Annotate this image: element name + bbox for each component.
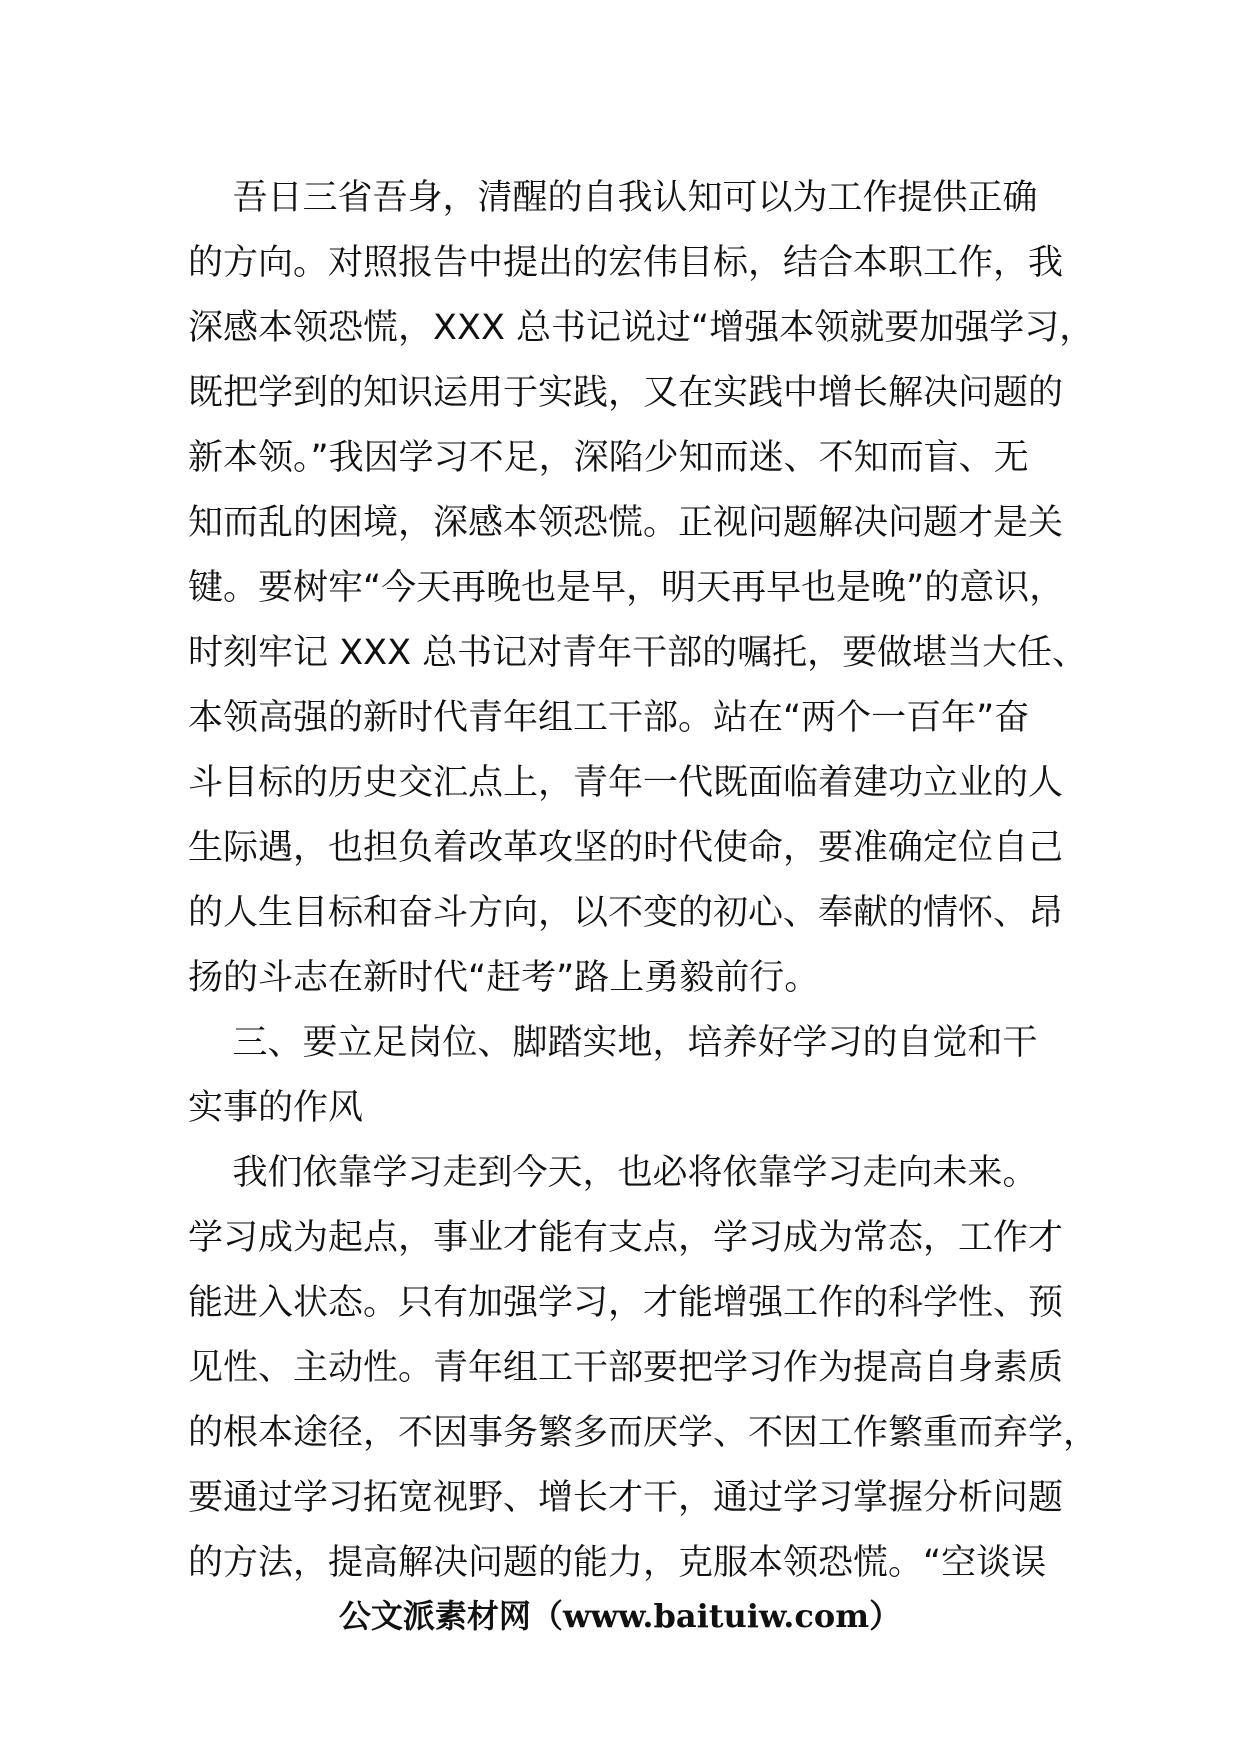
text-line: 能进入状态。只有加强学习，才能增强工作的科学性、预 <box>188 1283 1064 1323</box>
text-line: 斗目标的历史交汇点上，青年一代既面临着建功立业的人 <box>188 763 1064 803</box>
text-line: 生际遇，也担负着改革攻坚的时代使命，要准确定位自己 <box>188 828 1064 868</box>
text-line: 实事的作风 <box>188 1088 364 1128</box>
text-line: 见性、主动性。青年组工干部要把学习作为提高自身素质 <box>188 1348 1064 1388</box>
text-line: 键。要树牢“今天再晚也是早，明天再早也是晚”的意识， <box>188 568 1065 608</box>
text-line: 时刻牢记 XXX 总书记对青年干部的嘱托，要做堪当大任、 <box>188 633 1088 673</box>
text-line: 深感本领恐慌，XXX 总书记说过“增强本领就要加强学习， <box>188 308 1095 348</box>
text-line: 要通过学习拓宽视野、增长才干，通过学习掌握分析问题 <box>188 1478 1064 1518</box>
text-line: 新本领。”我因学习不足，深陷少知而迷、不知而盲、无 <box>188 438 1029 478</box>
text-line: 的人生目标和奋斗方向，以不变的初心、奉献的情怀、昂 <box>188 893 1064 933</box>
document-body <box>188 166 1099 1596</box>
text-line: 三、要立足岗位、脚踏实地，培养好学习的自觉和干 <box>188 1023 1038 1063</box>
text-line: 吾日三省吾身，清醒的自我认知可以为工作提供正确 <box>188 178 1038 218</box>
text-line: 我们依靠学习走到今天，也必将依靠学习走向未来。 <box>188 1153 1038 1193</box>
footer-watermark: 公文派素材网（www.baituiw.com） <box>338 1597 902 1635</box>
text-line: 的方向。对照报告中提出的宏伟目标，结合本职工作，我 <box>188 243 1064 283</box>
text-line: 的方法，提高解决问题的能力，克服本领恐慌。“空谈误 <box>188 1543 1047 1583</box>
text-line: 知而乱的困境，深感本领恐慌。正视问题解决问题才是关 <box>188 503 1064 543</box>
text-line: 的根本途径，不因事务繁多而厌学、不因工作繁重而弃学， <box>188 1413 1099 1453</box>
text-line: 学习成为起点，事业才能有支点，学习成为常态，工作才 <box>188 1218 1064 1258</box>
text-line: 本领高强的新时代青年组工干部。站在“两个一百年”奋 <box>188 698 1030 738</box>
text-line: 既把学到的知识运用于实践，又在实践中增长解决问题的 <box>188 373 1064 413</box>
text-line: 扬的斗志在新时代“赶考”路上勇毅前行。 <box>188 958 820 998</box>
